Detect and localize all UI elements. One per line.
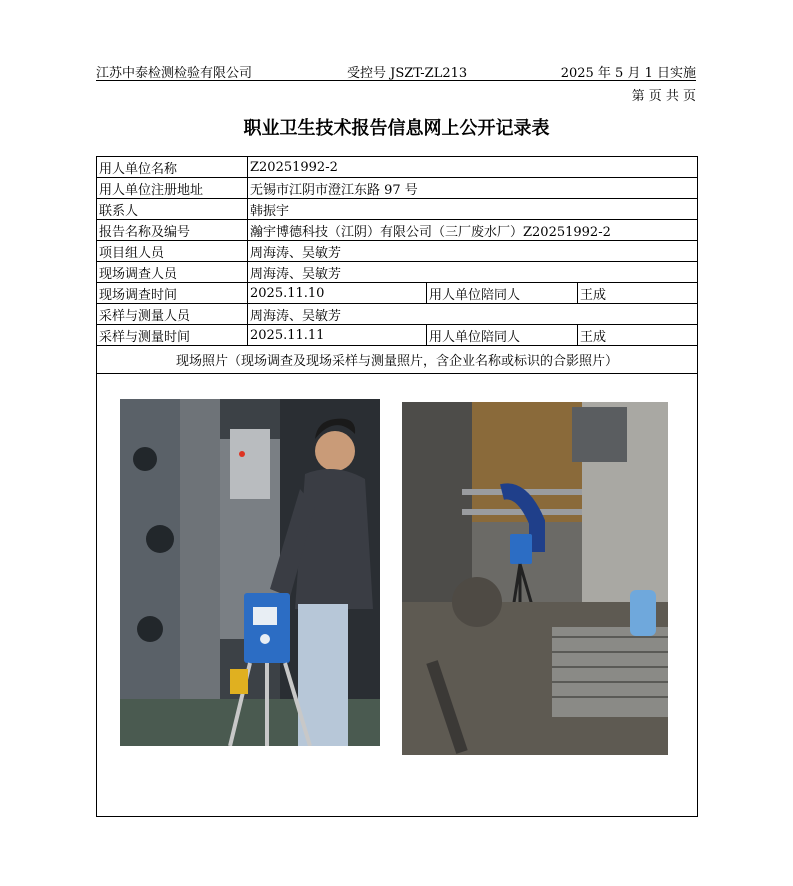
page-header	[96, 62, 696, 80]
site-photo-survey	[120, 399, 380, 746]
row-label: 项目组人员	[97, 241, 248, 262]
row-label: 采样与测量人员	[97, 304, 248, 325]
row-value: 无锡市江阴市澄江东路 97 号	[248, 178, 698, 199]
row-value: Z20251992-2	[248, 157, 698, 178]
escort-label: 用人单位陪同人	[427, 325, 578, 346]
escort-value: 王成	[578, 325, 698, 346]
row-label: 报告名称及编号	[97, 220, 248, 241]
row-value: 韩振宇	[248, 199, 698, 220]
row-label: 现场调查人员	[97, 262, 248, 283]
table-row	[97, 220, 698, 241]
table-row	[97, 157, 698, 178]
row-value: 周海涛、吴敏芳	[248, 304, 698, 325]
row-value: 周海涛、吴敏芳	[248, 262, 698, 283]
table-row	[97, 199, 698, 220]
row-label: 用人单位注册地址	[97, 178, 248, 199]
row-value: 2025.11.11	[248, 325, 427, 346]
table-row	[97, 283, 698, 304]
row-value: 2025.11.10	[248, 283, 427, 304]
photos-row	[97, 374, 698, 817]
company-name: 江苏中泰检测检验有限公司	[96, 66, 253, 81]
table-row	[97, 325, 698, 346]
row-label: 联系人	[97, 199, 248, 220]
row-label: 现场调查时间	[97, 283, 248, 304]
table-row	[97, 304, 698, 325]
row-label: 用人单位名称	[97, 157, 248, 178]
escort-value: 王成	[578, 283, 698, 304]
page-title: 职业卫生技术报告信息网上公开记录表	[243, 118, 550, 139]
site-photo-sampling	[402, 402, 668, 755]
photos-cell	[97, 374, 698, 817]
photos-caption: 现场照片（现场调查及现场采样与测量照片，含企业名称或标识的合影照片）	[97, 346, 698, 374]
table-row	[97, 178, 698, 199]
escort-label: 用人单位陪同人	[427, 283, 578, 304]
row-label: 采样与测量时间	[97, 325, 248, 346]
row-value: 周海涛、吴敏芳	[248, 241, 698, 262]
control-number: 受控号 JSZT-ZL213	[347, 66, 468, 81]
effective-date: 2025 年 5 月 1 日实施	[560, 66, 696, 81]
record-table	[96, 156, 698, 817]
table-row	[97, 262, 698, 283]
page-number: 第 页 共 页	[631, 89, 696, 104]
table-row	[97, 241, 698, 262]
table-row	[97, 346, 698, 374]
row-value: 瀚宇博德科技（江阴）有限公司（三厂废水厂）Z20251992-2	[248, 220, 698, 241]
header-divider	[96, 80, 696, 81]
